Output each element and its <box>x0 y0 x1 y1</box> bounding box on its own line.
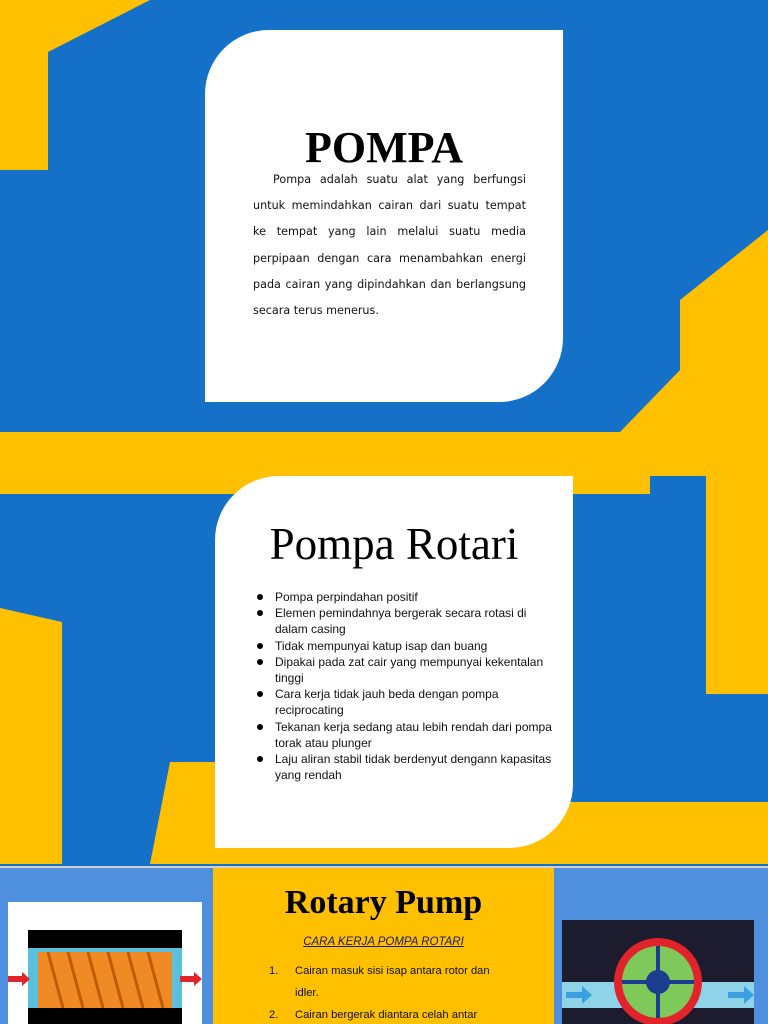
slide3-title: Rotary Pump <box>284 884 483 921</box>
slide1-card <box>205 30 563 402</box>
step-text: Cairan bergerak diantara celah antar <box>295 1009 478 1021</box>
list-item <box>269 960 501 1004</box>
list-item: Pompa perpindahan positif <box>255 589 555 605</box>
slide3-subtitle: CARA KERJA POMPA ROTARI <box>303 936 464 948</box>
list-item: Tekanan kerja sedang atau lebih rendah dari pompa torak atau plunger <box>255 719 555 751</box>
list-item: Cara kerja tidak jauh beda dengan pompa reciprocating <box>255 686 555 718</box>
step-text: Cairan masuk sisi isap antara rotor dan idler. <box>295 965 490 999</box>
slide2-title: Pompa Rotari <box>269 519 519 569</box>
list-item: Dipakai pada zat cair yang mempunyai kekentalan tinggi <box>255 654 555 686</box>
list-item: Laju aliran stabil tidak berdenyut dengann kapasitas yang rendah <box>255 751 555 783</box>
slide3-steps-list <box>269 960 501 1024</box>
slide2-bullet-list <box>255 589 555 783</box>
slide-rotary-pump <box>0 866 768 1024</box>
slide1-title: POMPA <box>304 123 464 172</box>
screw-pump-illustration <box>8 902 202 1024</box>
slide2-card <box>215 476 573 848</box>
screw-pump-diagram <box>8 902 202 1024</box>
vane-pump-diagram <box>562 920 754 1024</box>
list-item: Elemen pemindahnya bergerak secara rotasi di dalam casing <box>255 605 555 637</box>
vane-pump-illustration <box>562 920 754 1024</box>
slide-pompa-rotari <box>0 432 768 864</box>
list-item: Tidak mempunyai katup isap dan buang <box>255 638 555 654</box>
slide-pompa <box>0 0 768 432</box>
slide3-center-panel <box>213 868 554 1024</box>
step-number: 2. <box>269 1009 279 1021</box>
slide1-body: Pompa adalah suatu alat yang berfungsi untuk memindahkan cairan dari suatu tempat ke tempat yang lain melalui suatu media perpipaan dengan cara menambahkan energi pada cairan yang dipindahkan dan berlangsung secara terus menerus. <box>253 173 526 318</box>
step-number: 1. <box>269 965 279 977</box>
list-item <box>269 1004 501 1024</box>
